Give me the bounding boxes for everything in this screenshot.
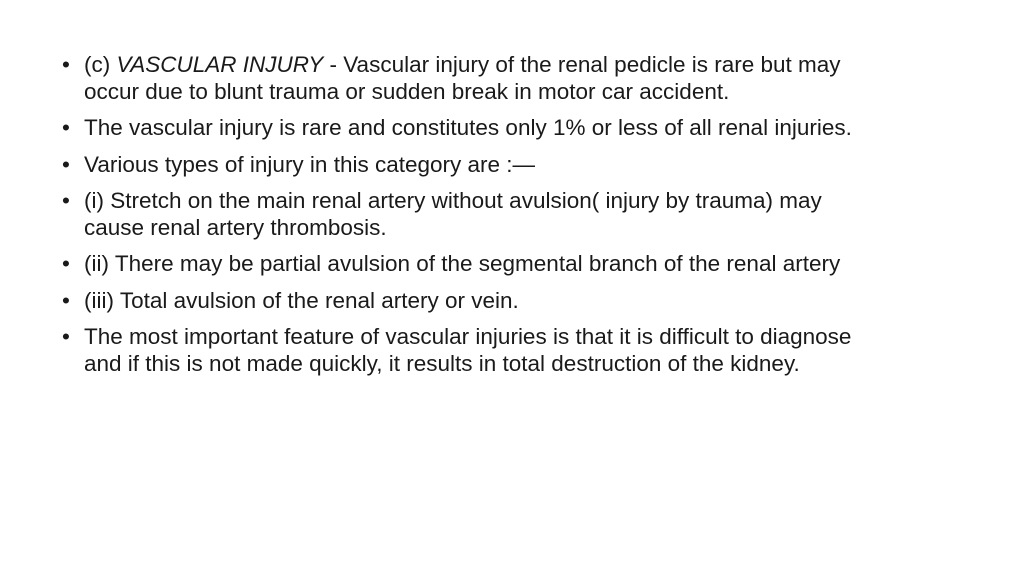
bullet-item-vascular-injury <box>62 52 882 105</box>
bullet-list <box>62 52 882 387</box>
bullet-icon: • <box>62 251 70 276</box>
bullet-icon: • <box>62 151 70 177</box>
bullet-icon: • <box>62 52 70 77</box>
bullet-item-type-iii <box>62 288 882 315</box>
bullet-item-rarity <box>62 115 882 142</box>
bullet-icon: • <box>62 188 70 213</box>
bullet-icon: • <box>62 324 70 349</box>
bullet-text: Various types of injury in this category are :— <box>84 151 536 177</box>
bullet-item-diagnosis <box>62 324 882 377</box>
bullet-text: - Vascular injury of the renal pedicle is rare but may occur due to blunt trauma or sudden break in motor car accident. <box>84 52 841 104</box>
bullet-item-type-i <box>62 188 882 241</box>
bullet-text: The most important feature of vascular injuries is that it is difficult to diagnose and if this is not made quickly, it results in total destruction of the kidney. <box>84 324 852 376</box>
bullet-text: (ii) There may be partial avulsion of the segmental branch of the renal artery <box>84 251 841 276</box>
bullet-icon: • <box>62 287 70 313</box>
bullet-prefix: (c) <box>84 52 117 77</box>
bullet-emphasis: VASCULAR INJURY <box>116 52 324 77</box>
bullet-item-type-ii <box>62 251 882 278</box>
bullet-icon: • <box>62 115 70 140</box>
bullet-text: The vascular injury is rare and constitutes only 1% or less of all renal injuries. <box>84 115 852 140</box>
bullet-item-types <box>62 152 882 179</box>
bullet-text: (i) Stretch on the main renal artery without avulsion( injury by trauma) may cause renal artery thrombosis. <box>84 188 822 240</box>
bullet-text: (iii) Total avulsion of the renal artery or vein. <box>84 287 519 313</box>
